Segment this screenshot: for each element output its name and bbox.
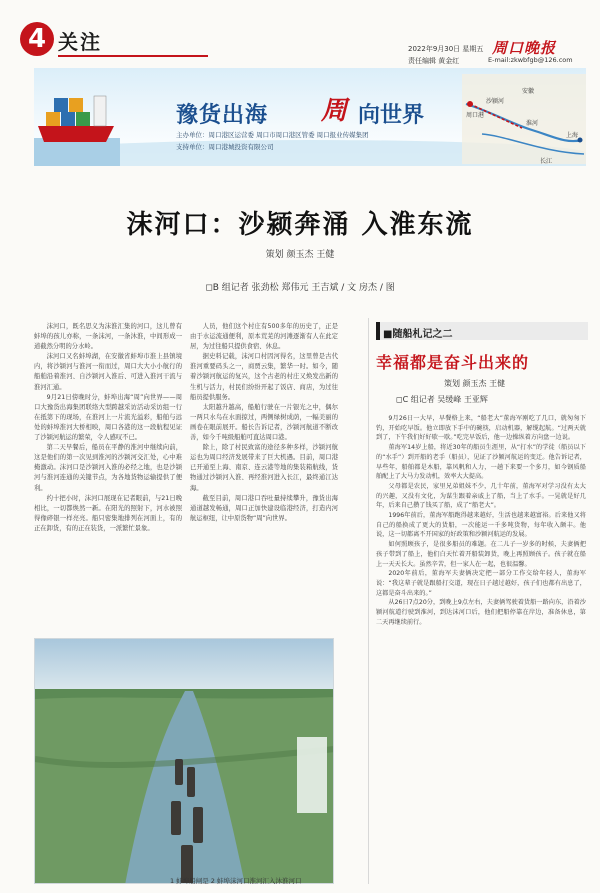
- article-paragraph: 截至目前，周口港口吞吐量持续攀升，豫货出海通道越发畅通，周口正加快建设临港经济，打造内河航运枢纽，让中原货物“周”向世界。: [190, 494, 338, 522]
- map-label: 淮河: [526, 120, 539, 127]
- contact-email: E-mail:zkwbfgb@126.com: [488, 56, 573, 64]
- map-label: 安徽: [522, 88, 535, 95]
- article-column-1: [34, 322, 182, 638]
- banner-title-part-1: 豫货出海: [176, 103, 269, 128]
- sidebar-paragraph: 从26日7点20分，到晚上9点左右，夫妻俩驾驶着货船一路向东，沿着沙颍河航道行驶到淮河，到达沫河口后，他们把船停靠在岸边，准备休息，第二天再继续前行。: [376, 599, 586, 626]
- section-title: 关注: [58, 30, 102, 54]
- article-paragraph: 约十把小时，沫河口展现在记者眼前，与21日晚相比，一切都焕然一新。在阳光的照射下，河水被照得像碎银一样亮亮。船只密集地排列在河面上，有的正在卸货，有的正在装货，一派繁忙景象。: [34, 494, 182, 532]
- sidebar-paragraph: 2020年前后，董海军夫妻俩决定把一部分工作交给年轻人，董海军说：“我这辈子就是跟船打交道，现在日子越过越好，孩子们也都有出息了，这都是奋斗出来的。”: [376, 570, 586, 597]
- article-headline: 沫河口：沙颍奔涌 入淮东流: [126, 210, 474, 240]
- sidebar-paragraph: 如何照顾孩子，是很多船员的难题。在二儿子一岁多的时候，夫妻俩把孩子带到了船上，他们白天忙着开船装卸货，晚上再照顾孩子。孩子就在船上一天天长大。虽然辛苦，但一家人在一起，也很温馨。: [376, 541, 586, 568]
- sidebar-divider: [368, 318, 369, 884]
- map-label: 上海: [566, 132, 579, 139]
- responsible-editor: 责任编辑 黄金红: [408, 57, 460, 65]
- article-paragraph: 沫河口，既名思义为沫淮汇集的河口，这儿曾有蚌埠的孩儿亦称，一条沫河，一条沐淮，中间形成一道截然分明的分水岭。: [34, 323, 182, 351]
- river-aerial-photo: [34, 638, 334, 884]
- river-photo-icon: [35, 639, 334, 884]
- article-paragraph: 第二天早餐后，船员在平静的淮河中继续向前，这是他们的第一次见到淮河的沙颍河交汇处，心中难掩激动。沫河口是沙颍河入淮的必经之地，也是沙颍河与淮河连通的关键节点，为各地货物运输提供了便利。: [34, 444, 182, 492]
- sidebar-paragraph: 1996年前后，董海军船跑得越来越好，生活也越来越富裕。后来他又将自己的船换成了更大的货船，一次能运一千多吨货物，每年收入颇丰。他说，这一切都离不开国家的好政策和沙颍河航运的发展。: [376, 512, 586, 539]
- article-paragraph: 除上，除了村民致富的途径多种多样，沙颍河航运也为周口经济发展带来了巨大机遇。目前，周口港已开通至上海、南京、连云港等地的集装箱航线，货物通过沙颍河入淮、再经淮河进入长江，最终通江达海。: [190, 444, 338, 492]
- sidebar-byline: ◻C 组记者 吴缓峰 王亚辉: [396, 395, 488, 404]
- banner-supporters: 支持单位：周口港城投资有限公司: [176, 143, 274, 151]
- map-label: 周口港: [466, 112, 485, 119]
- banner-organizers: 主办单位：周口港区运营委 周口市周口港区管委 周口报业传媒集团: [176, 131, 369, 139]
- article-paragraph: 据史料记载，沫河口村因河得名，这里曾是古代淮河重要码头之一，商贾云集，繁华一时。如今，随着沙颍河航运的复兴，这个古老的村庄又焕发出新的生机与活力，村民们纷纷开起了饭店、商店，为过往船员提供服务。: [190, 353, 338, 401]
- article-byline: ◻B 组记者 张劲松 郑伟元 王吉斌 / 文 房杰 / 图: [205, 283, 395, 293]
- page-number: 4: [20, 22, 54, 56]
- sidebar-planner: 策划 颜玉杰 王健: [444, 379, 506, 388]
- sidebar-paragraph: 董海军14岁上船，将近30年的船员生涯里，从“打水”的学徒（船员以下的“水手”）到开船的老手（船员），见证了沙颍河航运的变迁。他告诉记者，早些年，船舶都是木船，靠风帆和人力，一趟下来要一个多月，如今钢质船舶配上了大马力发动机，效率大大提高。: [376, 444, 586, 481]
- article-paragraph: 9月21日傍晚时分，蚌埠出海“周”向世界——周口大豫货出海集团联络大型跨越采访活动采访组一行在抵第下的现场，在淮河上一片流光溢彩，船舶与远处的蚌埠淮河大桥相映，周口各港的这一段航程见证了沙颍河航运的繁荣，令人感叹不已。: [34, 393, 182, 442]
- article-paragraph: 沫河口又名蚌埠湖，在安徽省蚌埠市淮上县镇境内，将沙颍河与淮河一衔而过，周口大大小小航行的船舶沿着淮河、自沙颍河入淮后、可进入淮河干流与淮河汇通。: [34, 353, 182, 391]
- issue-date: 2022年9月30日 星期五: [408, 45, 484, 53]
- banner-title-part-2: 向世界: [358, 103, 425, 128]
- article-planner: 策划 颜玉杰 王健: [265, 250, 335, 260]
- section-divider: [58, 55, 208, 57]
- route-map: [462, 74, 586, 164]
- banner-title-accent: 周: [321, 96, 348, 126]
- article-column-2: [190, 322, 338, 638]
- sidebar-body: [376, 414, 586, 880]
- column-banner: [34, 68, 586, 166]
- article-paragraph: 人员，他们这个村庄有500多年的历史了，正是由于水运流通便利，原本荒芜的河滩逐渐有人在此定居，为过往船只提供食宿、休息。: [190, 323, 338, 351]
- ship-illustration-icon: [34, 68, 120, 166]
- article-paragraph: 太阳越升越高，船舶行驶在一片银光之中，偶尔一两只水鸟在水面掠过，两侧绿树成荫，一幅美丽的画卷在眼前展开。船长告诉记者，沙颍河航道不断改善，如今千吨级船舶可直达周口港。: [190, 403, 338, 442]
- map-label: 长江: [540, 158, 553, 165]
- newspaper-logo: 周口晚报: [492, 39, 557, 57]
- masthead: [0, 0, 600, 66]
- sidebar-series-label: ■随船札记之二: [383, 329, 453, 340]
- photo-caption: 1 蚌埠船闸是 2 蚌埠沫河口淮河汇入沐淮河口: [170, 877, 302, 885]
- sidebar-headline: 幸福都是奋斗出来的: [376, 353, 530, 372]
- sidebar-paragraph: 9月26日一大早，早餐格上来，“船老大”董海军刚吃了几口，就匆匆下钓，开始吃早饭。他立即放下手中的碗筷，启动机器，解缆起航。“过两天就到了，下午我们好好歇一歇。”吃完早饭后，他一边操纵着方向盘一边说。: [376, 415, 586, 442]
- map-label: 沙颍河: [486, 98, 505, 105]
- sidebar-paragraph: 父母都是农民，家里兄弟姐妹不少，几十年前，董海军对学习没有太大的兴趣，又没有文化，为谋生跟着亲戚上了船，当上了水手。一晃就是好几年，后来自己攒了钱买了船，成了“船老大”。: [376, 482, 586, 510]
